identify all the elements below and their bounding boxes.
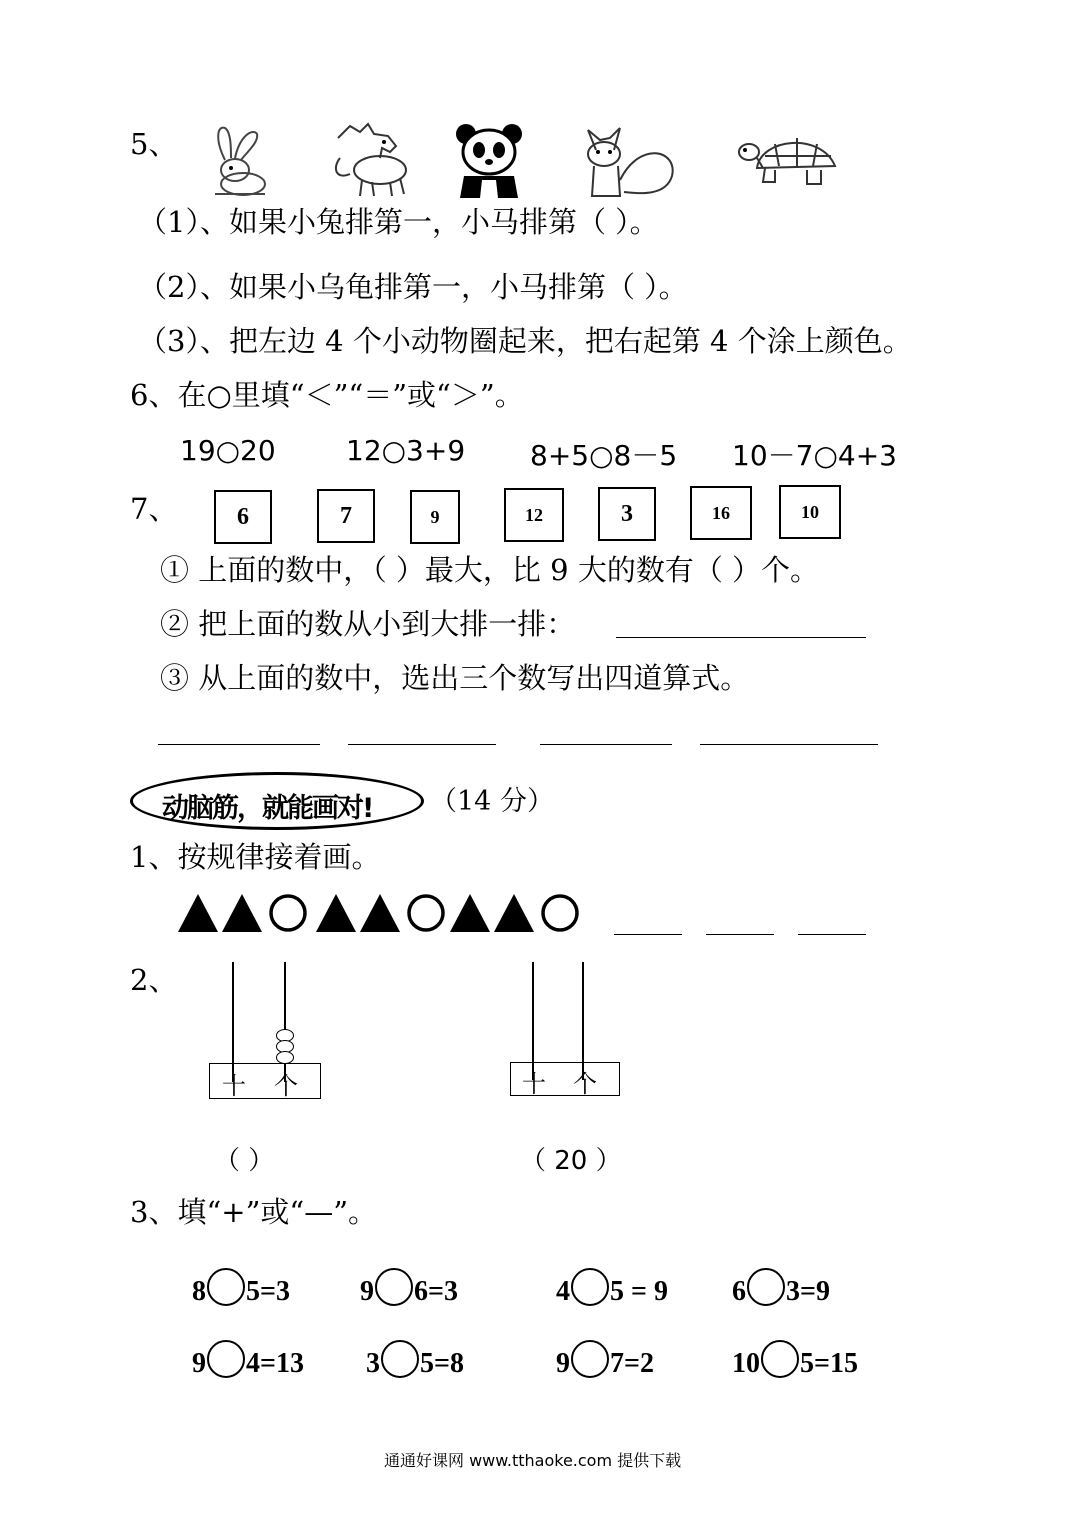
abacus-answer-2: （ 20 ） — [520, 1146, 622, 1176]
answer-circle[interactable] — [747, 1268, 785, 1306]
number-box: 9 — [410, 490, 460, 544]
section-title: 动脑筋，就能画对! — [162, 793, 373, 824]
equation: 9 7=2 — [556, 1340, 654, 1380]
triangle-shape — [222, 894, 262, 932]
answer-circle[interactable] — [571, 1268, 609, 1306]
rabbit-image — [195, 120, 275, 198]
shape-pattern — [176, 892, 596, 934]
answer-circle[interactable] — [571, 1340, 609, 1378]
number-box: 12 — [504, 488, 564, 542]
q5-item-3: （3）、把左边 4 个小动物圈起来，把右起第 4 个涂上颜色。 — [138, 324, 912, 358]
triangle-shape — [178, 894, 218, 932]
section-score: （14 分） — [430, 786, 554, 817]
q7-item-1: ① 上面的数中，（ ）最大，比 9 大的数有（ ）个。 — [160, 553, 820, 587]
answer-line[interactable] — [540, 744, 672, 745]
q6-title: 6、在○里填“＜”“＝”或“＞”。 — [130, 378, 524, 412]
q6-expr-2: 12○3+9 — [346, 434, 466, 467]
abacus-answer-1[interactable]: （ ） — [214, 1146, 275, 1176]
answer-circle[interactable] — [207, 1340, 245, 1378]
triangle-shape — [360, 894, 400, 932]
answer-line[interactable] — [616, 637, 866, 638]
equation: 8 5=3 — [192, 1268, 290, 1308]
triangle-shape — [494, 894, 534, 932]
equation: 6 3=9 — [732, 1268, 830, 1308]
circle-shape — [543, 896, 577, 930]
q7-number: 7、 — [130, 492, 178, 526]
equation: 4 5 = 9 — [556, 1268, 668, 1308]
pattern-blank[interactable] — [798, 934, 866, 935]
horse-image — [330, 118, 420, 200]
equation: 9 6=3 — [360, 1268, 458, 1308]
number-box: 7 — [317, 489, 375, 543]
equation: 3 5=8 — [366, 1340, 464, 1380]
answer-line[interactable] — [700, 744, 878, 745]
footer-text: 通通好课网 www.tthaoke.com 提供下载 — [384, 1451, 682, 1470]
abacus-rod-ones — [582, 962, 584, 1080]
q7-item-2: ② 把上面的数从小到大排一排： — [160, 607, 576, 641]
s3-title: 3、填“+”或“—”。 — [130, 1195, 378, 1229]
number-box: 16 — [690, 486, 752, 540]
equation: 9 4=13 — [192, 1340, 304, 1380]
turtle-image — [735, 128, 845, 190]
q5-item-2: （2）、如果小乌龟排第一，小马排第（ ）。 — [138, 270, 688, 304]
q7-item-3: ③ 从上面的数中，选出三个数写出四道算式。 — [160, 661, 750, 695]
pattern-blank[interactable] — [706, 934, 774, 935]
s1-title: 1、按规律接着画。 — [130, 840, 381, 874]
q6-expr-1: 19○20 — [180, 434, 276, 467]
panda-image — [450, 122, 530, 200]
abacus-label-ones: 个 — [573, 1070, 597, 1098]
answer-line[interactable] — [158, 744, 320, 745]
equation: 10 5=15 — [732, 1340, 858, 1380]
abacus-rod-ones — [284, 962, 286, 1082]
triangle-shape — [316, 894, 356, 932]
circle-shape — [409, 896, 443, 930]
answer-circle[interactable] — [375, 1268, 413, 1306]
q6-expr-4: 10－7○4+3 — [732, 439, 897, 472]
abacus-label-tens: 十 — [222, 1072, 246, 1100]
pattern-blank[interactable] — [614, 934, 682, 935]
q5-number: 5、 — [130, 127, 178, 161]
abacus-label-ones: 个 — [274, 1072, 298, 1100]
abacus-rod-tens — [532, 962, 534, 1080]
answer-circle[interactable] — [207, 1268, 245, 1306]
number-box: 3 — [598, 487, 656, 541]
answer-circle[interactable] — [381, 1340, 419, 1378]
triangle-shape — [450, 894, 490, 932]
q5-item-1: （1）、如果小兔排第一，小马排第（ ）。 — [138, 205, 659, 239]
number-box: 6 — [214, 490, 272, 544]
abacus-bead — [276, 1051, 294, 1064]
abacus-label-tens: 十 — [522, 1070, 546, 1098]
answer-line[interactable] — [348, 744, 496, 745]
answer-circle[interactable] — [761, 1340, 799, 1378]
number-box: 10 — [779, 485, 841, 539]
circle-shape — [271, 896, 305, 930]
abacus-rod-tens — [232, 962, 234, 1082]
fox-image — [580, 120, 680, 200]
q6-expr-3: 8+5○8－5 — [530, 439, 678, 472]
s2-number: 2、 — [130, 963, 178, 997]
